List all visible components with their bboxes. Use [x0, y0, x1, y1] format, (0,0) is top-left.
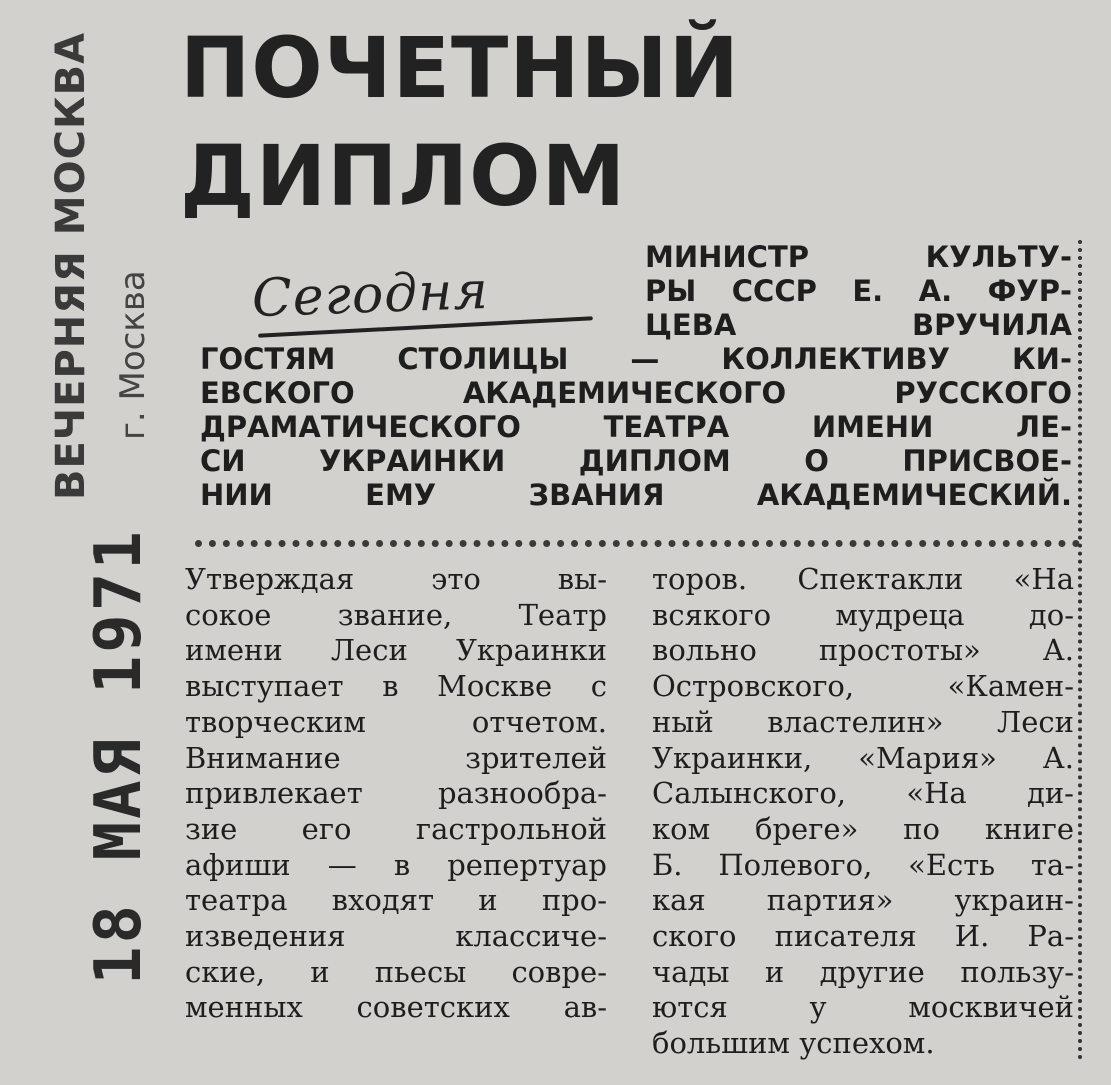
body-line: творческим отчетом. — [185, 704, 607, 739]
body-line: ный властелин» Леси — [652, 704, 1074, 739]
body-line: ского писателя И. Ра- — [652, 919, 1074, 954]
body-line: большим успехом. — [652, 1026, 935, 1061]
headline-line-1: ПОЧЕТНЫЙ — [180, 19, 740, 117]
body-line: изведения классиче- — [185, 919, 607, 954]
body-column-right — [652, 562, 1074, 1062]
body-line: сокое звание, Театр — [185, 597, 607, 632]
body-line: вольно простоты» А. — [652, 633, 1074, 668]
body-line: Внимание зрителей — [185, 740, 607, 775]
body-line: всякого мудреца до- — [652, 597, 1074, 632]
body-line: Утверждая это вы- — [185, 562, 607, 596]
body-line: ские, и пьесы совре- — [185, 954, 607, 989]
clipping-edge-border — [1078, 240, 1082, 1060]
body-line: Островского, «Камен- — [652, 669, 1074, 704]
headline-line-2: ДИПЛОМ — [180, 127, 627, 225]
lead-line: СИ УКРАИНКИ ДИПЛОМ О ПРИСВОЕ- — [200, 444, 1072, 478]
rubric-label: Сегодня — [251, 260, 490, 330]
lead-line: ДРАМАТИЧЕСКОГО ТЕАТРА ИМЕНИ ЛЕ- — [200, 410, 1072, 444]
body-line: торов. Спектакли «На — [652, 562, 1074, 596]
body-column-left — [185, 562, 607, 1026]
lead-line: МИНИСТР КУЛЬТУ- — [645, 240, 1072, 274]
stamp-date: 18 МАЯ 1971 — [82, 528, 156, 985]
body-line: Б. Полевого, «Есть та- — [652, 847, 1074, 882]
body-line: афиши — в репертуар — [185, 847, 607, 882]
body-line: привлекает разнообра- — [185, 776, 607, 811]
body-line: выступает в Москве с — [185, 669, 607, 704]
body-line: менных советских ав- — [185, 990, 607, 1025]
lead-line: НИИ ЕМУ ЗВАНИЯ АКАДЕМИЧЕСКИЙ. — [200, 478, 1072, 512]
lead-line: ЕВСКОГО АКАДЕМИЧЕСКОГО РУССКОГО — [200, 376, 1072, 410]
section-divider — [195, 540, 1080, 547]
stamp-newspaper-name: ВЕЧЕРНЯЯ МОСКВА — [48, 31, 94, 500]
body-line: Салынского, «На ди- — [652, 776, 1074, 811]
lead-line: РЫ СССР Е. А. ФУР- — [645, 274, 1072, 308]
stamp-city: г. Москва — [113, 270, 153, 440]
lead-paragraph — [200, 240, 1072, 512]
body-line: кая партия» украин- — [652, 883, 1074, 918]
body-line: ются у москвичей — [652, 990, 1074, 1025]
lead-line: ЦЕВА ВРУЧИЛА — [645, 308, 1072, 342]
body-line: чады и другие пользу- — [652, 954, 1074, 989]
lead-line: ГОСТЯМ СТОЛИЦЫ — КОЛЛЕКТИВУ КИ- — [200, 342, 1072, 376]
body-line: Украинки, «Мария» А. — [652, 740, 1074, 775]
body-line: зие его гастрольной — [185, 811, 607, 846]
body-line: имени Леси Украинки — [185, 633, 607, 668]
body-line: театра входят и про- — [185, 883, 607, 918]
body-line: ком бреге» по книге — [652, 811, 1074, 846]
